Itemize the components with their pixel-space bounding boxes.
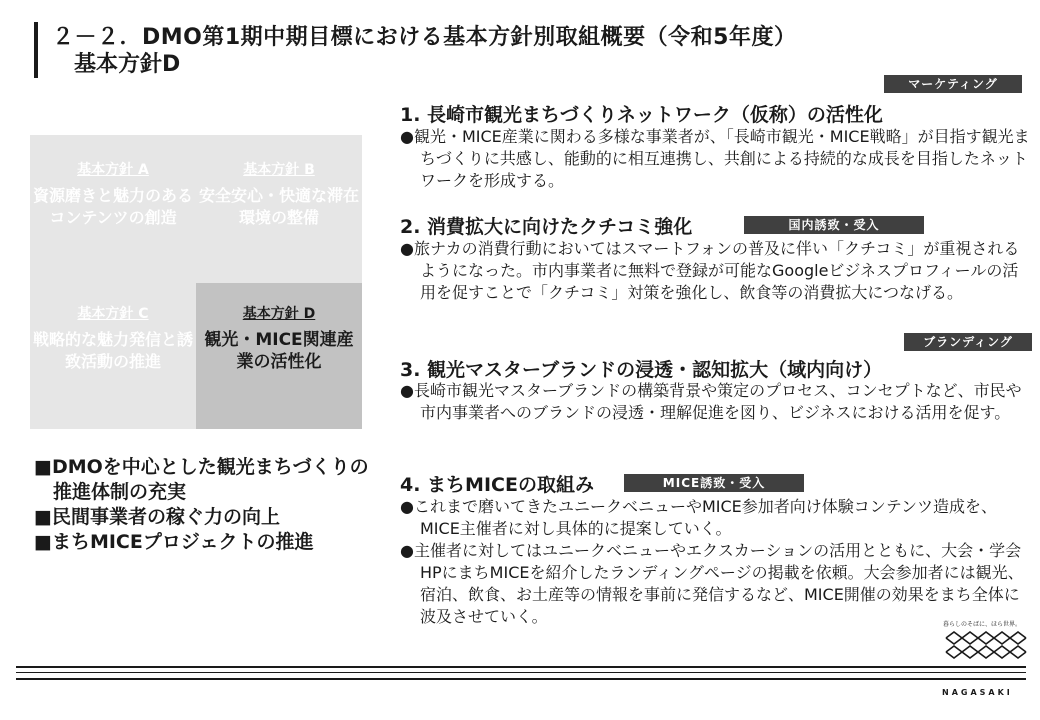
policy-a-body: 資源磨きと魅力のあるコンテンツの創造 bbox=[32, 186, 193, 227]
section-4-bullet: ●主催者に対してはユニークベニューやエクスカーションの活用とともに、大会・学会HPにまちMICEを紹介したランディングページの掲載を依頼。大会参加者には観光、宿泊、飲食、お土産等の情報を事前に発信するなど、MICE開催の効果をまち全体に波及させていく。 bbox=[400, 541, 1024, 626]
tag-marketing: マーケティング bbox=[884, 75, 1022, 93]
policy-c-caption: 基本方針 C bbox=[77, 306, 149, 322]
logo-tagline: 暮らしのそばに、ほら世界。 bbox=[943, 621, 1022, 628]
nagasaki-logo-icon bbox=[944, 628, 1028, 668]
policy-b-body: 安全安心・快適な滞在環境の整備 bbox=[198, 186, 359, 227]
tag-branding: ブランディング bbox=[904, 333, 1032, 351]
policy-b-cell bbox=[196, 135, 362, 283]
section-4-heading: 4. まちMICEの取組み bbox=[400, 474, 594, 496]
section-3-bullet: ●長崎市観光マスターブランドの構築背景や策定のプロセス、コンセプトなど、市民や市内事業者へのブランドの浸透・理解促進を図り、ビジネスにおける活用を促す。 bbox=[400, 381, 1022, 422]
section-1-body bbox=[400, 126, 1030, 192]
policy-d-body: 観光・MICE関連産業の活性化 bbox=[204, 330, 354, 372]
section-4-body bbox=[400, 496, 1030, 628]
section-1-bullet: ●観光・MICE産業に関わる多様な事業者が、「長崎市観光・MICE戦略」が目指す観光まちづくりに共感し、能動的に相互連携し、共創による持続的な成長を目指したネットワークを形成する。 bbox=[400, 127, 1030, 190]
footer-line-bottom bbox=[16, 678, 1026, 680]
goal-item: ■DMOを中心とした観光まちづくりの推進体制の充実 bbox=[34, 456, 369, 503]
title-accent-bar bbox=[34, 22, 38, 78]
section-2-heading: 2. 消費拡大に向けたクチコミ強化 bbox=[400, 216, 693, 238]
page-title: ２－２．DMO第1期中期目標における基本方針別取組概要（令和5年度） bbox=[52, 25, 797, 50]
policy-c-cell bbox=[30, 283, 196, 429]
goal-item: ■まちMICEプロジェクトの推進 bbox=[34, 531, 314, 553]
logo-wordmark: NAGASAKI bbox=[942, 688, 1013, 697]
policy-a-caption: 基本方針 A bbox=[77, 162, 149, 178]
section-2-body bbox=[400, 238, 1030, 304]
policy-c-body: 戦略的な魅力発信と誘致活動の推進 bbox=[32, 330, 193, 371]
section-3-body bbox=[400, 380, 1030, 424]
page-subtitle: 基本方針D bbox=[74, 52, 181, 77]
section-4-bullet: ●これまで磨いてきたユニークベニューやMICE参加者向け体験コンテンツ造成を、MICE主催者に対し具体的に提案していく。 bbox=[400, 497, 997, 538]
policy-d-caption: 基本方針 D bbox=[242, 306, 316, 322]
policy-grid bbox=[30, 135, 362, 429]
section-1-heading: 1. 長崎市観光まちづくりネットワーク（仮称）の活性化 bbox=[400, 104, 883, 126]
tag-domestic: 国内誘致・受入 bbox=[744, 216, 924, 234]
policy-a-cell bbox=[30, 135, 196, 283]
policy-b-caption: 基本方針 B bbox=[243, 162, 315, 178]
goals-list bbox=[34, 455, 379, 555]
policy-d-cell bbox=[196, 283, 362, 429]
footer-line-middle bbox=[16, 672, 1026, 673]
goal-item: ■民間事業者の稼ぐ力の向上 bbox=[34, 506, 280, 528]
section-2-bullet: ●旅ナカの消費行動においてはスマートフォンの普及に伴い「クチコミ」が重視されるようになった。市内事業者に無料で登録が可能なGoogleビジネスプロフィールの活用を促すことで「クチコミ」対策を強化し、飲食等の消費拡大につなげる。 bbox=[400, 239, 1020, 302]
section-3-heading: 3. 観光マスターブランドの浸透・認知拡大（域内向け） bbox=[400, 359, 883, 381]
tag-mice: MICE誘致・受入 bbox=[624, 474, 804, 492]
footer-line-top bbox=[16, 666, 1026, 668]
